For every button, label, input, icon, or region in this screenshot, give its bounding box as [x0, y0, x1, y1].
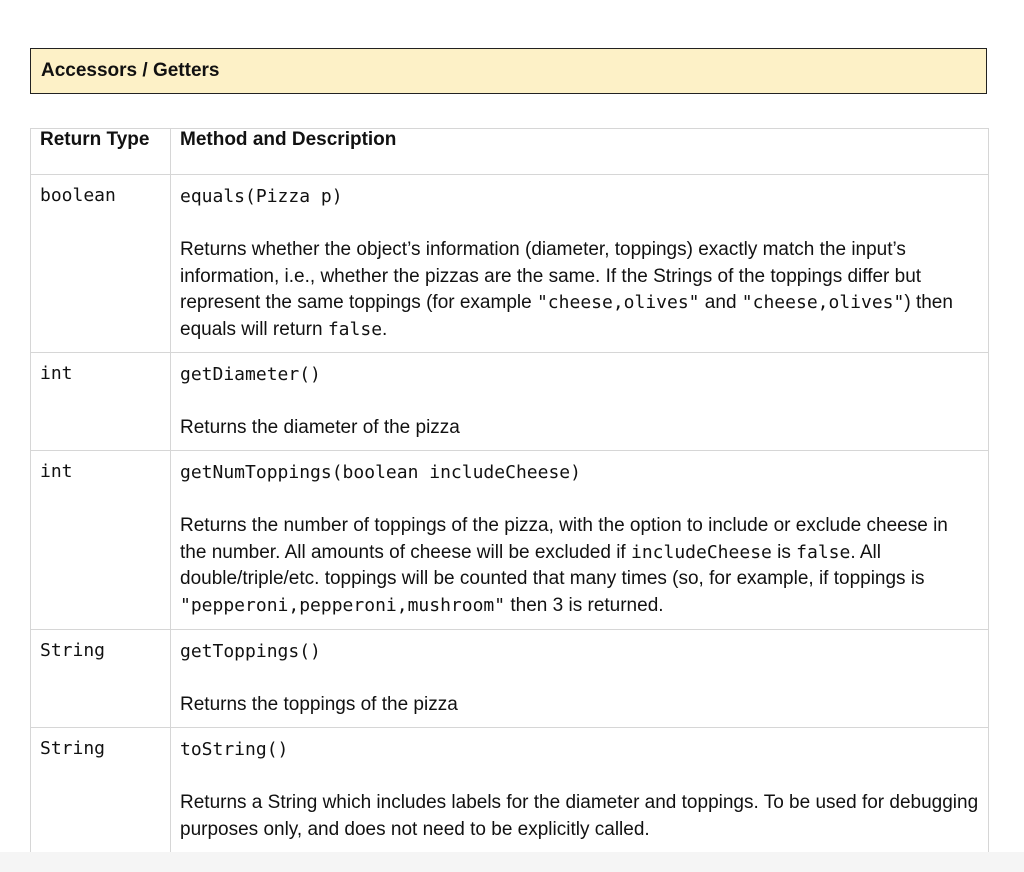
table-row: [31, 175, 989, 353]
return-type-cell: [31, 175, 171, 353]
column-header-return-type: Return Type: [31, 129, 171, 175]
page-bottom-band: [0, 852, 1024, 872]
section-header: [30, 48, 987, 94]
method-cell: [171, 353, 989, 451]
return-type: int: [40, 461, 73, 482]
table-row: [31, 728, 989, 853]
method-description: Returns whether the object’s information (diameter, toppings) exactly match the input’s information, i.e., whether the pizzas are the same. If the Strings of the toppings differ but represent the same toppings (for example "cheese,olives" and "cheese,olives") then equals will return false.: [180, 239, 953, 340]
return-type: String: [40, 738, 106, 759]
method-cell: [171, 175, 989, 353]
method-signature: toString(): [180, 739, 289, 760]
section-title: Accessors / Getters: [41, 60, 220, 81]
return-type-cell: [31, 451, 171, 630]
method-description: Returns a String which includes labels for the diameter and toppings. To be used for debugging purposes only, and does not need to be explicitly called.: [180, 792, 979, 840]
method-cell: [171, 728, 989, 853]
method-cell: [171, 451, 989, 630]
table-header-row: [31, 129, 989, 175]
return-type-cell: [31, 630, 171, 728]
return-type: String: [40, 640, 106, 661]
method-description: Returns the diameter of the pizza: [180, 417, 460, 438]
table-row: [31, 451, 989, 630]
method-signature: getDiameter(): [180, 364, 321, 385]
return-type-cell: [31, 353, 171, 451]
method-description: Returns the toppings of the pizza: [180, 694, 458, 715]
method-cell: [171, 630, 989, 728]
return-type-cell: [31, 728, 171, 853]
return-type: int: [40, 363, 73, 384]
table-row: [31, 630, 989, 728]
table-row: [31, 353, 989, 451]
return-type: boolean: [40, 185, 116, 206]
method-summary-table: [30, 128, 989, 853]
column-header-method-description: Method and Description: [171, 129, 989, 175]
method-description: Returns the number of toppings of the pizza, with the option to include or exclude cheese in the number. All amounts of cheese will be excluded if includeCheese is false. All double/triple/etc. toppings will be counted that many times (so, for example, if toppings is "pepperoni,pepperoni,mushroom" then 3 is returned.: [180, 515, 948, 616]
method-signature: getNumToppings(boolean includeCheese): [180, 462, 581, 483]
method-signature: getToppings(): [180, 641, 321, 662]
method-signature: equals(Pizza p): [180, 186, 343, 207]
